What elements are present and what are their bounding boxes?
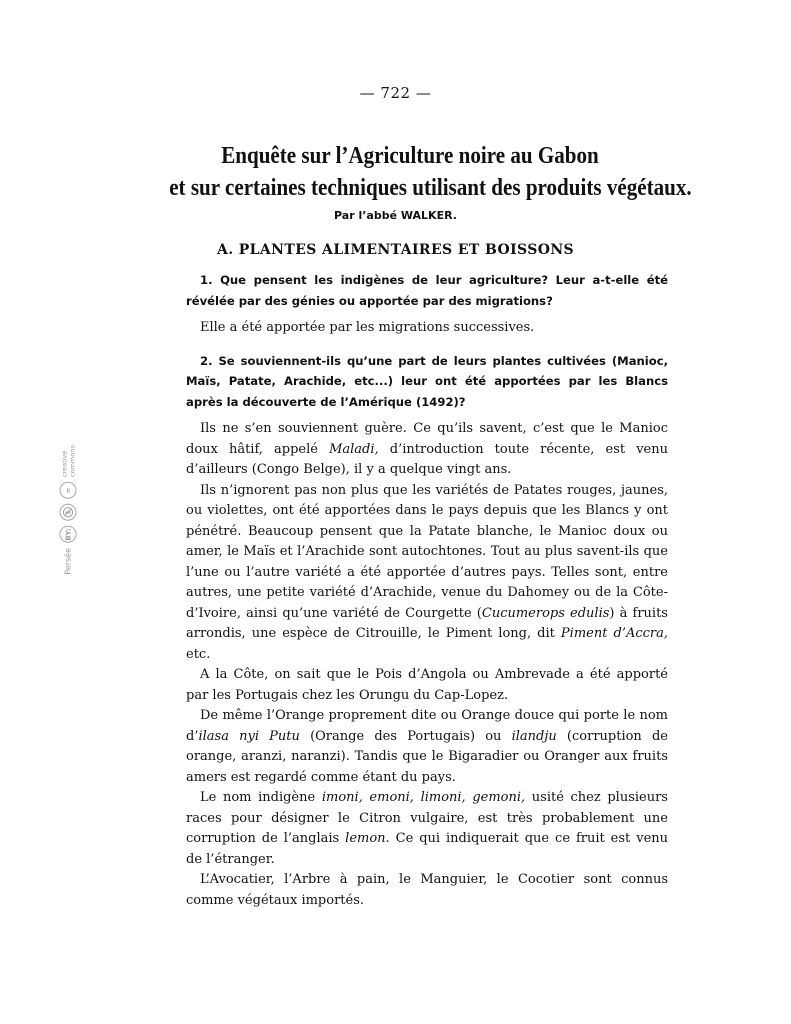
question-1: 1. Que pensent les indigènes de leur agriculture? Leur a-t-elle été révélée par des génies ou apportée par des migrations? bbox=[186, 273, 668, 308]
cc-nd-icon: = bbox=[60, 482, 77, 499]
page-number: — 722 — bbox=[359, 84, 432, 102]
svg-text:$: $ bbox=[65, 510, 73, 515]
paragraph-2: Ils n’ignorent pas non plus que les variétés de Patates rouges, jaunes, ou violettes, ont été apportées dans le pays depuis que les Blancs y ont pénétré. Beaucoup pensent que la Patate blanche, le Manioc doux ou amer, le Maïs et l’Arachide sont autochtones. Tout au plus savent-ils que l’une ou l’autre variété a été apportée d’autres pays. Telles sont, entre autres, une petite variété d’Arachide, venue du Dahomey ou de la Côte-d’Ivoire, ainsi qu’une variété de Courgette (Cucumerops edulis) à fruits arrondis, une espèce de Citrouille, le Piment long, dit Piment d’Accra, etc. bbox=[186, 482, 669, 662]
answer-1: Elle a été apportée par les migrations successives. bbox=[200, 320, 535, 335]
paragraph-6: L’Avocatier, l’Arbre à pain, le Manguier, le Cocotier sont connus comme végétaux importés. bbox=[186, 872, 668, 908]
paragraph-3: A la Côte, on sait que le Pois d’Angola ou Ambrevade a été apporté par les Portugais chez les Orungu du Cap-Lopez. bbox=[186, 667, 668, 703]
cc-nc-icon bbox=[60, 504, 77, 521]
article-title bbox=[169, 140, 692, 204]
creative-commons-label: creative commons bbox=[60, 445, 76, 477]
license-badge[interactable] bbox=[48, 420, 88, 600]
paragraph-5: Le nom indigène imoni, emoni, limoni, gemoni, usité chez plusieurs races pour désigner le Citron vulgaire, est très probablement une corruption de l’anglais lemon. Ce qui indiquerait que ce fruit est venu de l’étranger. bbox=[186, 790, 669, 867]
question-2: 2. Se souviennent-ils qu’une part de leurs plantes cultivées (Manioc, Maïs, Patate, Arachide, etc...) leur ont été apportées par les Blancs après la découverte de l’Amérique (1492)? bbox=[186, 353, 668, 409]
cc-by-icon: BY: bbox=[60, 526, 77, 543]
article-body bbox=[186, 270, 668, 911]
paragraph-1: Ils ne s’en souviennent guère. Ce qu’ils savent, c’est que le Manioc doux hâtif, appelé Maladi, d’introduction toute récente, est venu d’ailleurs (Congo Belge), il y a quelque vingt ans. bbox=[186, 421, 668, 477]
title-line-2: et sur certaines techniques utilisant des produits végétaux. bbox=[169, 174, 692, 201]
persee-label: Persée bbox=[63, 547, 73, 575]
paragraph-4: De même l’Orange proprement dite ou Orange douce qui porte le nom d’ilasa nyi Putu (Orange des Portugais) ou ilandju (corruption de orange, aranzi, naranzi). Tandis que le Bigaradier ou Oranger aux fruits amers est regardé comme étant du pays. bbox=[186, 708, 668, 785]
author-byline: Par l’abbé WALKER. bbox=[334, 209, 457, 222]
title-line-1: Enquête sur l’Agriculture noire au Gabon bbox=[221, 142, 599, 169]
section-heading: A. PLANTES ALIMENTAIRES ET BOISSONS bbox=[216, 242, 575, 258]
